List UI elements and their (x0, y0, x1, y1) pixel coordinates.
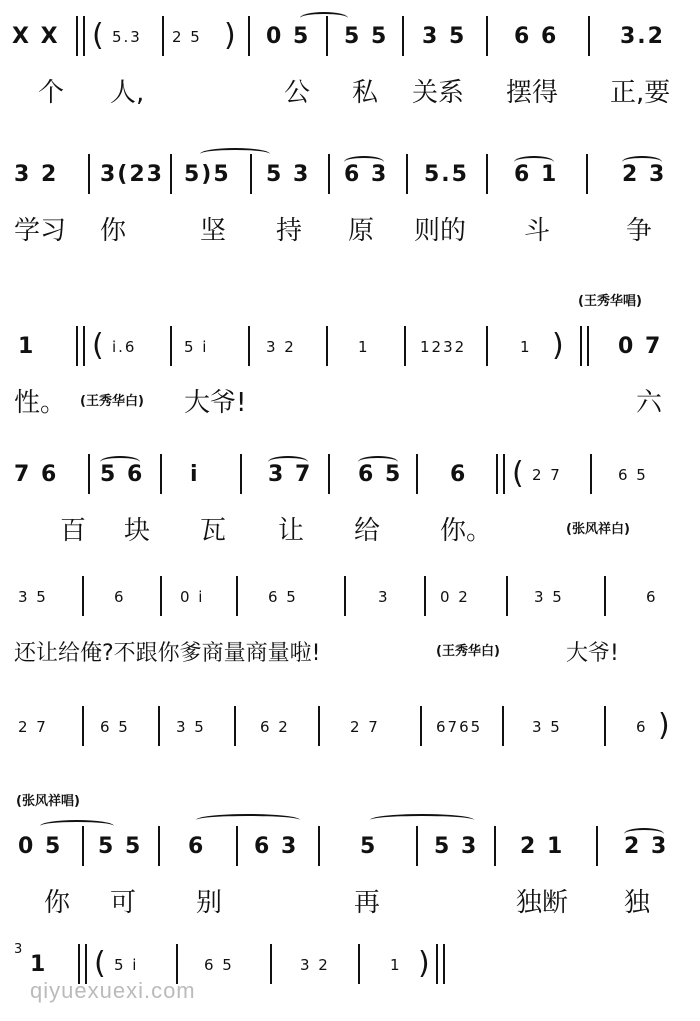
lyric: 性。 (14, 388, 67, 418)
lyrics-line-1 (0, 72, 700, 106)
double-barline (496, 454, 505, 494)
barline (236, 576, 238, 616)
barline (270, 944, 272, 984)
lyric: 持 (276, 216, 303, 246)
note-group: 2 3 (622, 162, 667, 187)
paren-open: ( (92, 18, 104, 53)
note-group: 3 7 (268, 462, 313, 487)
slur (200, 148, 270, 160)
barline (402, 16, 404, 56)
lyric: 争 (626, 216, 653, 246)
slur (624, 828, 664, 840)
barline (240, 454, 242, 494)
note-group: 3 2 (266, 338, 296, 356)
music-system-7 (0, 794, 700, 930)
slur (100, 456, 140, 468)
slur (622, 156, 662, 168)
note-group: 6 5 (358, 462, 403, 487)
barline (596, 826, 598, 866)
slur (514, 156, 554, 168)
barline (236, 826, 238, 866)
slur (40, 820, 114, 832)
note-group: 5 (360, 834, 378, 859)
note-group: 6 5 (100, 718, 130, 736)
barline (158, 826, 160, 866)
note-group: 2 7 (532, 466, 562, 484)
barline (406, 154, 408, 194)
music-system-5 (0, 570, 700, 680)
note-group: 5.5 (424, 162, 469, 187)
lyric: 你 (100, 216, 127, 246)
note-group: 3 5 (422, 24, 467, 49)
note-group: 6 (646, 588, 658, 606)
paren-close: ) (658, 708, 670, 743)
note-group: 1 (390, 956, 402, 974)
note-group: 3 2 (14, 162, 59, 187)
notation-line-7 (0, 820, 700, 872)
barline (604, 576, 606, 616)
barline (88, 154, 90, 194)
paren-close: ) (552, 328, 564, 363)
barline (326, 16, 328, 56)
note-group: 5.3 (112, 28, 142, 46)
music-system-2 (0, 148, 700, 258)
lyrics-line-2 (0, 210, 700, 244)
spoken-direction: (王秀华白) (80, 394, 144, 409)
note-group: i (190, 462, 200, 487)
lyric: 正,要 (610, 78, 671, 108)
notation-line-3 (0, 320, 700, 372)
note-group: 3 2 (300, 956, 330, 974)
slur (344, 156, 384, 168)
lyric: 公 (284, 78, 311, 108)
barline (486, 16, 488, 56)
lyric: 让 (278, 516, 305, 546)
barline (486, 154, 488, 194)
lyrics-line-3 (0, 382, 700, 416)
note-group: 1 (18, 334, 36, 359)
music-system-1 (0, 10, 700, 120)
note-group: 6 1 (514, 162, 559, 187)
notation-line-4 (0, 448, 700, 500)
barline (416, 454, 418, 494)
note-group: 6 6 (514, 24, 559, 49)
note-group: 1 (30, 952, 48, 977)
paren-close: ) (418, 946, 430, 981)
barline (424, 576, 426, 616)
barline (162, 16, 164, 56)
notation-line-6 (0, 700, 700, 752)
double-barline (76, 16, 85, 56)
lyric: 学习 (14, 216, 67, 246)
lyric: 则的 (414, 216, 467, 246)
note-group: 3(23 (100, 162, 164, 187)
barline (588, 16, 590, 56)
note-group: 1 (358, 338, 370, 356)
notation-line-5 (0, 570, 700, 622)
performance-direction: (张风祥唱) (16, 794, 80, 809)
note-group: 2 7 (18, 718, 48, 736)
lyric: 斗 (524, 216, 551, 246)
note-group: 5 3 (434, 834, 479, 859)
slur (196, 814, 300, 826)
barline (158, 706, 160, 746)
note-group: 5 6 (100, 462, 145, 487)
lyric: 再 (354, 888, 381, 918)
lyric: 坚 (200, 216, 227, 246)
barline (506, 576, 508, 616)
note-group: 6 5 (204, 956, 234, 974)
slur (358, 456, 398, 468)
barline (318, 706, 320, 746)
note-group: 5)5 (184, 162, 231, 187)
performance-direction: (王秀华唱) (578, 294, 642, 309)
slur (300, 12, 348, 24)
barline (486, 326, 488, 366)
note-group: 3 5 (176, 718, 206, 736)
paren-open: ( (94, 946, 106, 981)
barline (250, 154, 252, 194)
lyric: 独断 (516, 888, 569, 918)
note-group: 3 (378, 588, 390, 606)
note-group: 6 3 (344, 162, 389, 187)
note-prefix: 3 (14, 942, 25, 957)
note-group: 0 5 (18, 834, 63, 859)
barline (318, 826, 320, 866)
note-group: 3 5 (534, 588, 564, 606)
barline (404, 326, 406, 366)
note-group: 6 (450, 462, 468, 487)
spoken-direction: (张风祥白) (566, 522, 630, 537)
barline (494, 826, 496, 866)
barline (328, 454, 330, 494)
slur (370, 814, 474, 826)
double-barline (76, 326, 85, 366)
note-group: 6765 (436, 718, 483, 736)
lyric: 六 (636, 388, 663, 418)
note-group: 2 7 (350, 718, 380, 736)
barline (420, 706, 422, 746)
lyric: 百 (60, 516, 87, 546)
note-group: 3.2 (620, 24, 665, 49)
note-group: 2 5 (172, 28, 202, 46)
note-group: 0 5 (266, 24, 311, 49)
note-group: 5 5 (98, 834, 143, 859)
lyric: 独 (624, 888, 651, 918)
lyric: 还让给俺?不跟你爹商量商量啦! (14, 641, 321, 666)
note-group: 2 3 (624, 834, 669, 859)
barline (160, 454, 162, 494)
barline (170, 326, 172, 366)
slur (268, 456, 308, 468)
barline (586, 154, 588, 194)
double-barline (580, 326, 589, 366)
paren-open: ( (512, 456, 524, 491)
lyric: 个 (38, 78, 65, 108)
barline (344, 576, 346, 616)
note-group: 0 7 (618, 334, 663, 359)
paren-open: ( (92, 328, 104, 363)
note-group: 1232 (420, 338, 467, 356)
lyrics-line-7 (0, 882, 700, 916)
lyric: 私 (352, 78, 379, 108)
note-group: 3 5 (18, 588, 48, 606)
lyric: 你。 (440, 516, 493, 546)
double-barline (436, 944, 445, 984)
note-group: 6 (114, 588, 126, 606)
note-group: i.6 (112, 338, 137, 356)
note-group: 6 2 (260, 718, 290, 736)
note-group: 2 1 (520, 834, 565, 859)
barline (170, 154, 172, 194)
barline (604, 706, 606, 746)
lyric: 人, (110, 78, 145, 108)
note-group: 5 i (114, 956, 139, 974)
note-group: 5 i (184, 338, 209, 356)
spoken-direction: (王秀华白) (436, 644, 500, 659)
lyric: 你 (44, 888, 71, 918)
note-group: 1 (520, 338, 532, 356)
lyrics-line-4 (0, 510, 700, 544)
lyrics-line-5 (0, 632, 700, 666)
barline (248, 16, 250, 56)
barline (502, 706, 504, 746)
barline (82, 826, 84, 866)
barline (234, 706, 236, 746)
lyric: 原 (348, 216, 375, 246)
note-group: 6 5 (618, 466, 648, 484)
note-group: 6 (636, 718, 648, 736)
watermark: qiyuexuexi.com (30, 978, 196, 1003)
barline (326, 326, 328, 366)
note-group: 7 6 (14, 462, 59, 487)
lyric: 给 (354, 516, 381, 546)
lyric: 瓦 (200, 516, 227, 546)
note-group: 6 5 (268, 588, 298, 606)
barline (358, 944, 360, 984)
barline (590, 454, 592, 494)
note-group: 0 i (180, 588, 205, 606)
barline (416, 826, 418, 866)
lyric: 大爷! (566, 641, 619, 666)
note-group: 3 5 (532, 718, 562, 736)
lyric: 大爷! (184, 388, 247, 418)
note-group: X X (12, 24, 60, 49)
note-group: 0 2 (440, 588, 470, 606)
barline (248, 326, 250, 366)
notation-line-2 (0, 148, 700, 200)
music-system-3 (0, 294, 700, 430)
note-group: 5 5 (344, 24, 389, 49)
barline (328, 154, 330, 194)
note-group: 5 3 (266, 162, 311, 187)
barline (82, 706, 84, 746)
note-group: 6 3 (254, 834, 299, 859)
lyric: 摆得 (506, 78, 559, 108)
barline (88, 454, 90, 494)
note-group: 6 (188, 834, 206, 859)
lyric: 关系 (412, 78, 465, 108)
barline (82, 576, 84, 616)
music-system-6 (0, 700, 700, 760)
lyric: 别 (196, 888, 223, 918)
notation-line-1 (0, 10, 700, 62)
barline (160, 576, 162, 616)
lyric: 可 (110, 888, 137, 918)
lyric: 块 (124, 516, 151, 546)
music-system-4 (0, 448, 700, 558)
paren-close: ) (224, 18, 236, 53)
